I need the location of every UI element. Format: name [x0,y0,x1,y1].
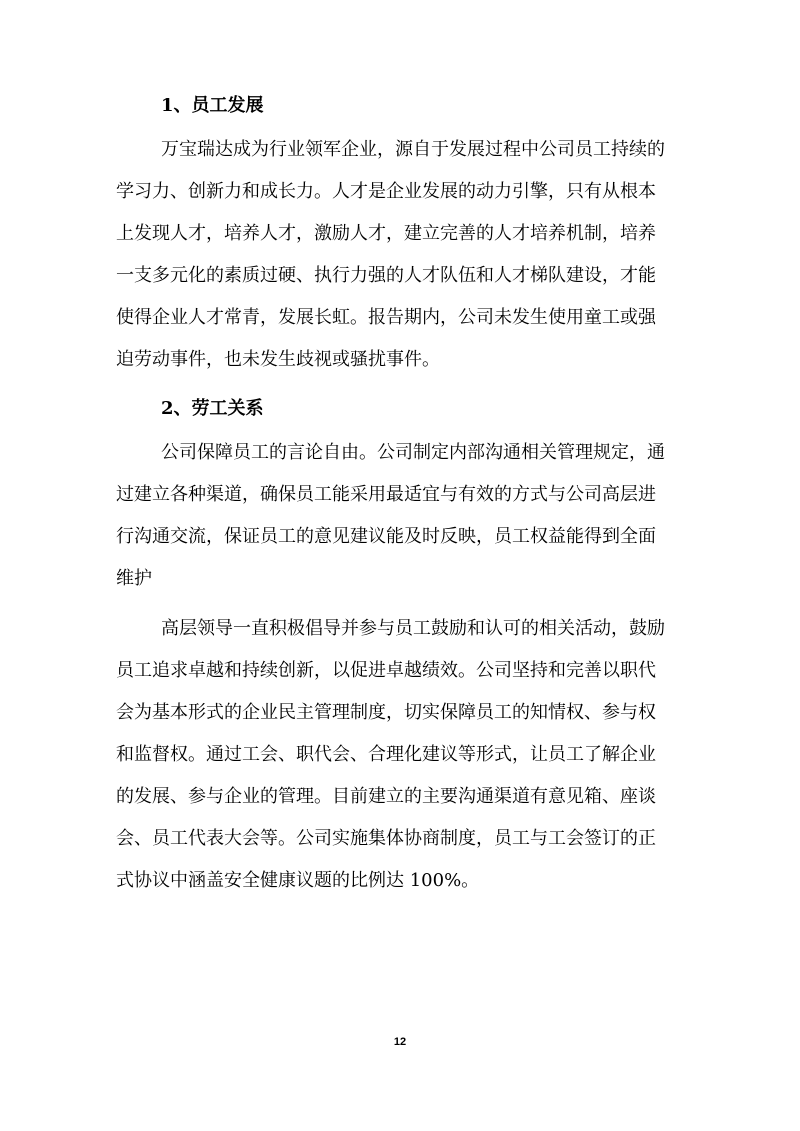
page-content [116,94,696,902]
text-line: 学习力、创新力和成长力。人才是企业发展的动力引擎，只有从根本 [116,181,656,202]
section-heading-employee-development: 1、员工发展 [161,95,264,116]
paragraph-employee-development [116,129,696,381]
text-line: 会、员工代表大会等。公司实施集体协商制度，员工与工会签订的正 [116,828,656,849]
text-line: 万宝瑞达成为行业领军企业，源自于发展过程中公司员工持续的 [161,139,665,160]
text-line: 上发现人才，培养人才，激励人才，建立完善的人才培养机制，培养 [116,223,656,244]
text-line: 一支多元化的素质过硬、执行力强的人才队伍和人才梯队建设，才能 [116,265,656,286]
text-line: 的发展、参与企业的管理。目前建立的主要沟通渠道有意见箱、座谈 [116,786,656,807]
text-line: 过建立各种渠道，确保员工能采用最适宜与有效的方式与公司高层进 [116,484,656,505]
text-line: 迫劳动事件，也未发生歧视或骚扰事件。 [116,349,440,370]
text-line: 会为基本形式的企业民主管理制度，切实保障员工的知情权、参与权 [116,702,656,723]
text-line: 使得企业人才常青，发展长虹。报告期内，公司未发生使用童工或强 [116,307,656,328]
section-heading-labor-relations: 2、劳工关系 [161,398,264,419]
text-line: 和监督权。通过工会、职代会、合理化建议等形式，让员工了解企业 [116,744,656,765]
page-number: 12 [393,1036,407,1048]
text-line: 维护 [116,568,152,589]
text-line: 公司保障员工的言论自由。公司制定内部沟通相关管理规定，通 [161,442,665,463]
text-line: 行沟通交流，保证员工的意见建议能及时反映，员工权益能得到全面 [116,526,656,547]
paragraph-leadership-engagement [116,608,696,902]
text-line: 高层领导一直积极倡导并参与员工鼓励和认可的相关活动，鼓励 [161,618,665,639]
text-line: 式协议中涵盖安全健康议题的比例达 100%。 [116,870,480,891]
text-line: 员工追求卓越和持续创新，以促进卓越绩效。公司坚持和完善以职代 [116,660,656,681]
paragraph-speech-freedom [116,432,696,600]
